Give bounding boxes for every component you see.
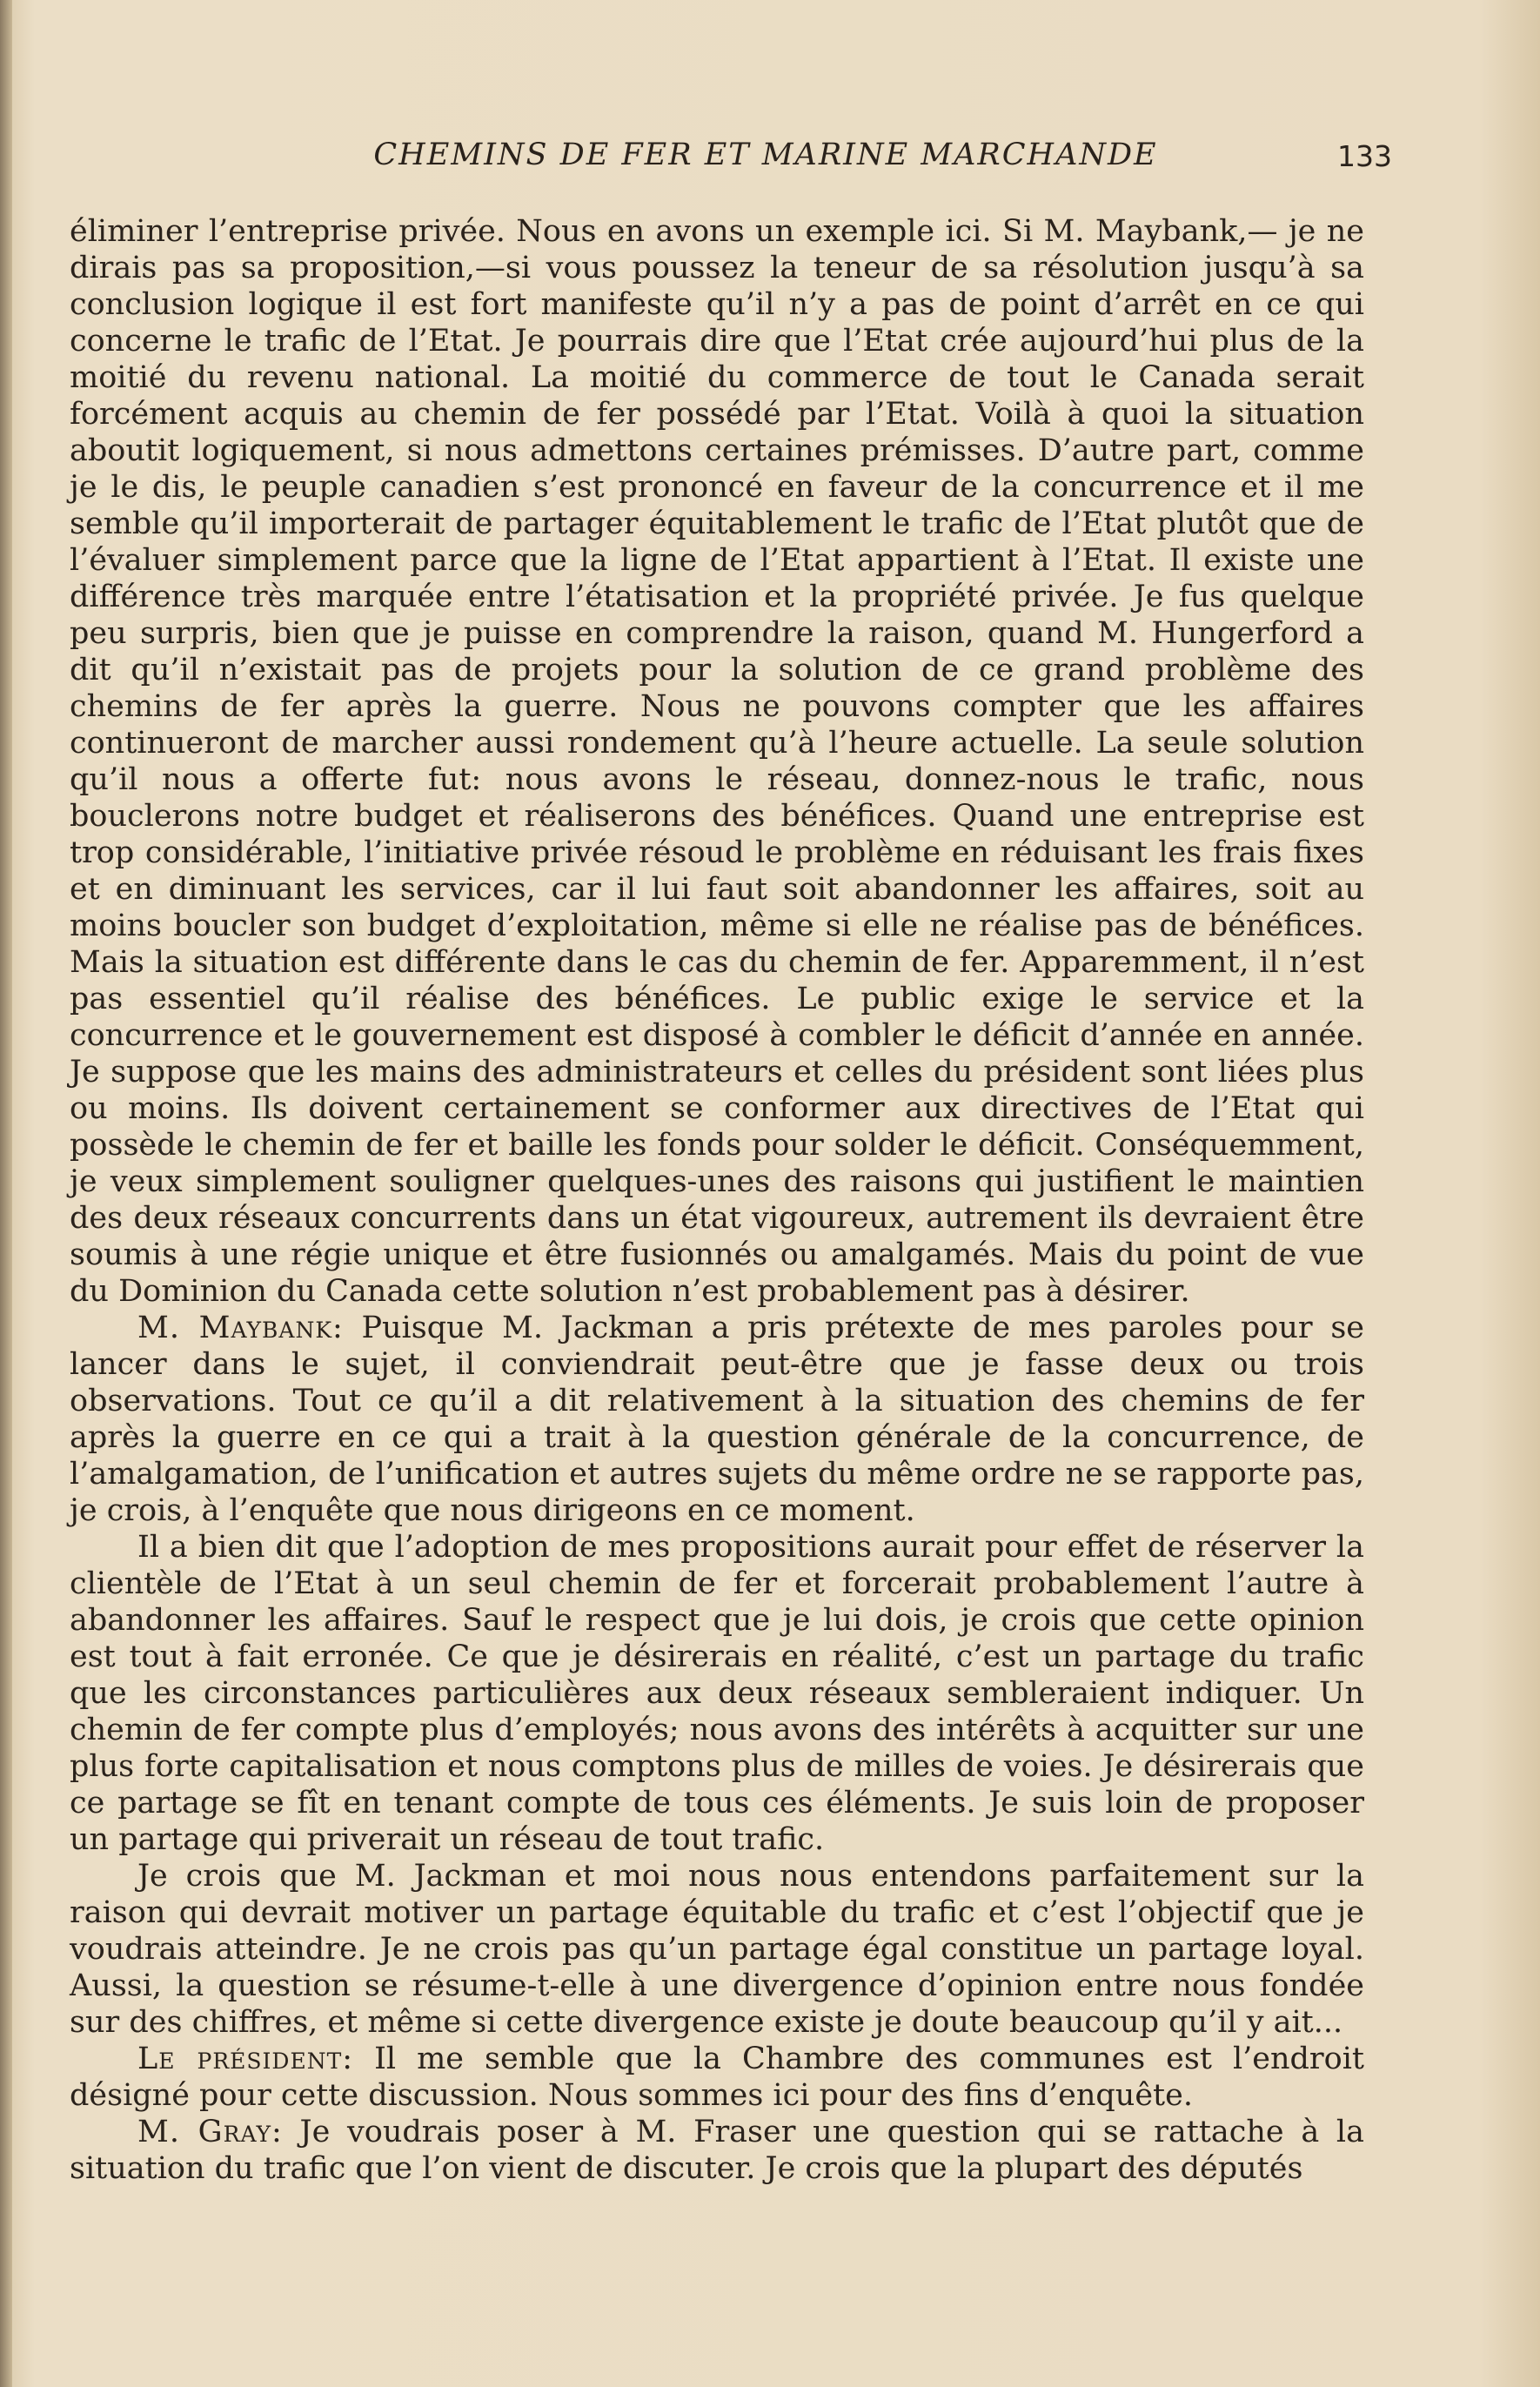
paragraph — [70, 1310, 1364, 1529]
paragraph-text: Il a bien dit que l’adoption de mes propositions aurait pour effet de réserver la clientèle de l’Etat à un seul chemin de fer et forcerait probablement l’autre à abandonner les affaires. Sauf le respect que je lui dois, je crois que cette opinion est tout à fait erronée. Ce que je désirerais en réalité, c’est un partage du trafic que les circonstances particulières aux deux réseaux sembleraient indiquer. Un chemin de fer compte plus d’employés; nous avons des intérêts à acquitter sur une plus forte capitalisation et nous comptons plus de milles de voies. Je désirerais que ce partage se fît en tenant compte de tous ces éléments. Je suis loin de proposer un partage qui priverait un réseau de tout trafic. — [70, 1530, 1364, 1857]
speaker-name: Le président: — [137, 2042, 354, 2076]
paragraph — [70, 2114, 1364, 2187]
paragraph-text: éliminer l’entreprise privée. Nous en avons un exemple ici. Si M. Maybank,— je ne dirais pas sa proposition,—si vous poussez la teneur de sa résolution jusqu’à sa conclusion logique il est fort manifeste qu’il n’y a pas de point d’arrêt en ce qui concerne le trafic de l’Etat. Je pourrais dire que l’Etat crée aujourd’hui plus de la moitié du revenu national. La moitié du commerce de tout le Canada serait forcément acquis au chemin de fer possédé par l’Etat. Voilà à quoi la situation aboutit logiquement, si nous admettons certaines prémisses. D’autre part, comme je le dis, le peuple canadien s’est prononcé en faveur de la concurrence et il me semble qu’il importerait de partager équitablement le trafic de l’Etat plutôt que de l’évaluer simplement parce que la ligne de l’Etat appartient à l’Etat. Il existe une différence très marquée entre l’étatisation et la propriété privée. Je fus quelque peu surpris, bien que je puisse en comprendre la raison, quand M. Hungerford a dit qu’il n’existait pas de projets pour la solution de ce grand problème des chemins de fer après la guerre. Nous ne pouvons compter que les affaires continueront de marcher aussi rondement qu’à l’heure actuelle. La seule solution qu’il nous a offerte fut: nous avons le réseau, donnez-nous le trafic, nous bouclerons notre budget et réaliserons des bénéfices. Quand une entreprise est trop considérable, l’initiative privée résoud le problème en réduisant les frais fixes et en diminuant les services, car il lui faut soit abandonner les affaires, soit au moins boucler son budget d’exploitation, même si elle ne réalise pas de bénéfices. Mais la situation est différente dans le cas du chemin de fer. Apparemment, il n’est pas essentiel qu’il réalise des bénéfices. Le public exige le service et la concurrence et le gouvernement est disposé à combler le déficit d’année en année. Je suppose que les mains des administrateurs et celles du président sont liées plus ou moins. Ils doivent certainement se conformer aux directives de l’Etat qui possède le chemin de fer et baille les fonds pour solder le déficit. Conséquemment, je veux simplement souligner quelques-unes des raisons qui justifient le maintien des deux réseaux concurrents dans un état vigoureux, autrement ils devraient être soumis à une régie unique et être fusionnés ou amalgamés. Mais du point de vue du Dominion du Canada cette solution n’est probablement pas à désirer. — [70, 214, 1364, 1309]
body-text — [70, 213, 1364, 2187]
paragraph — [70, 2041, 1364, 2114]
paragraph-text: Il me semble que la Chambre des communes est l’endroit désigné pour cette discussion. Nous sommes ici pour des fins d’enquête. — [70, 2042, 1364, 2113]
paragraph-text: Je voudrais poser à M. Fraser une question qui se rattache à la situation du trafic que l’on vient de discuter. Je crois que la plupart des députés — [70, 2115, 1364, 2186]
running-title: CHEMINS DE FER ET MARINE MARCHANDE — [373, 137, 1158, 172]
page-binding-edge — [0, 0, 12, 2387]
page-header — [70, 137, 1392, 190]
paragraph-text: Puisque M. Jackman a pris prétexte de mes paroles pour se lancer dans le sujet, il conviendrait peut-être que je fasse deux ou trois observations. Tout ce qu’il a dit relativement à la situation des chemins de fer après la guerre en ce qui a trait à la question générale de la concurrence, de l’amalgamation, de l’unification et autres sujets du même ordre ne se rapporte pas, je crois, à l’enquête que nous dirigeons en ce moment. — [70, 1311, 1364, 1528]
paragraph — [70, 213, 1364, 1310]
paragraph — [70, 1858, 1364, 2041]
speaker-name: M. Maybank: — [137, 1311, 344, 1345]
paragraph — [70, 1529, 1364, 1858]
paragraph-text: Je crois que M. Jackman et moi nous nous entendons parfaitement sur la raison qui devrait motiver un partage équitable du trafic et c’est l’objectif que je voudrais atteindre. Je ne crois pas qu’un partage égal constitue un partage loyal. Aussi, la question se résume-t-elle à une divergence d’opinion entre nous fondée sur des chiffres, et même si cette divergence existe je doute beaucoup qu’il y ait... — [70, 1859, 1364, 2040]
speaker-name: M. Gray: — [137, 2115, 283, 2149]
page-number: 133 — [1337, 139, 1392, 173]
